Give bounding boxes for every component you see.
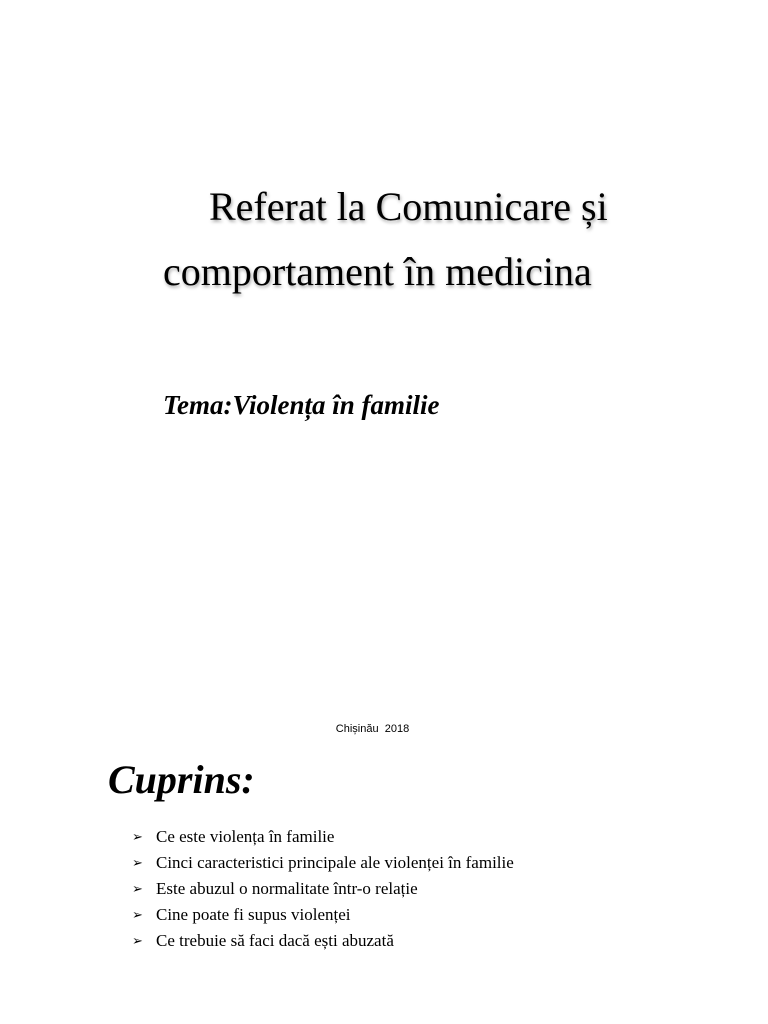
- arrowhead-bullet-icon: ➢: [132, 829, 143, 845]
- toc-item: [132, 876, 514, 902]
- toc-item: [132, 902, 514, 928]
- toc-item-label: Ce trebuie să faci dacă ești abuzată: [156, 931, 394, 950]
- arrowhead-bullet-icon: ➢: [132, 907, 143, 923]
- toc-item: [132, 824, 514, 850]
- toc-item-label: Cine poate fi supus violenței: [156, 905, 351, 924]
- document-title-line-2: comportament în medicina: [163, 249, 592, 294]
- place-date: Chișinău 2018: [335, 723, 410, 735]
- toc-item-label: Cinci caracteristici principale ale violenței în familie: [156, 853, 514, 872]
- toc-item-label: Este abuzul o normalitate într-o relație: [156, 879, 418, 898]
- toc-item: [132, 928, 514, 954]
- document-subject: Tema:Violența în familie: [163, 390, 440, 420]
- toc-item-label: Ce este violența în familie: [156, 827, 335, 846]
- document-title-line-1: Referat la Comunicare și: [209, 184, 608, 229]
- toc-list: [132, 824, 514, 954]
- toc-heading: Cuprins:: [108, 757, 255, 802]
- toc-item: [132, 850, 514, 876]
- arrowhead-bullet-icon: ➢: [132, 855, 143, 871]
- arrowhead-bullet-icon: ➢: [132, 933, 143, 949]
- arrowhead-bullet-icon: ➢: [132, 881, 143, 897]
